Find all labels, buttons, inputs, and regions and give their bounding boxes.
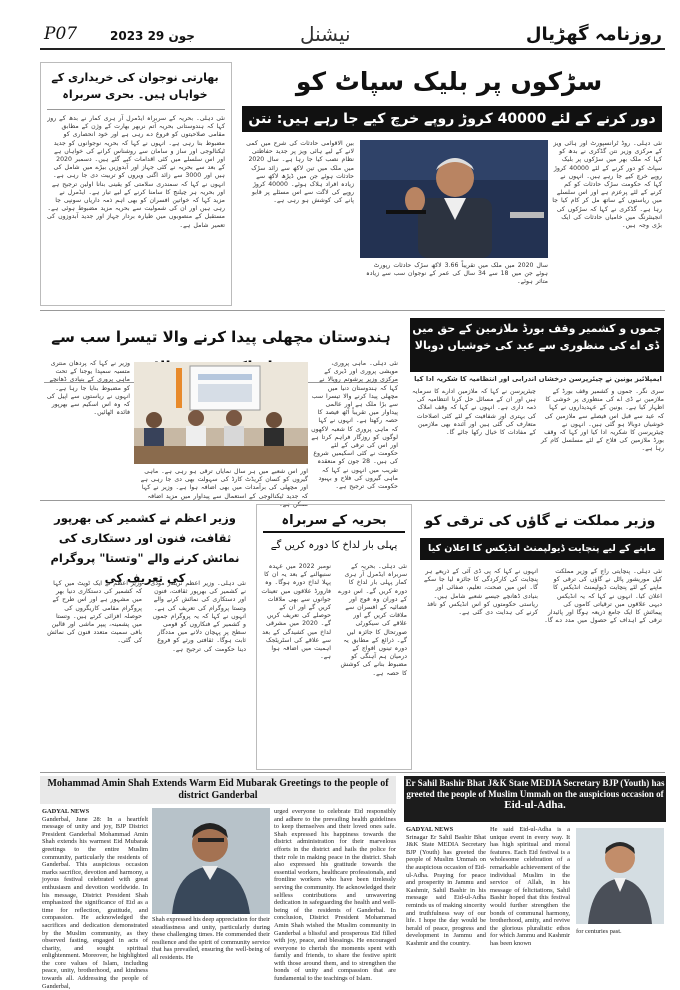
story-headline-a bbox=[44, 508, 246, 588]
story-column-1: سری نگر۔ جموں و کشمیر وقف بورڈ کے ملازمین نے ڈی اے کی منظوری پر خوشی کا اظہار کیا ہے۔ یونین کے عہدیداروں نے کہا کہ عید سے قبل اس فیصلے سے ملازمین کی خوشیاں دوبالا ہو گئی ہیں۔ انہوں نے چیئرپرسن کا شکریہ ادا کیا اور کہا کہ وقف بورڈ ملازمین کی فلاح کے لئے مسلسل کام کر رہا ہے۔ bbox=[540, 388, 664, 453]
meeting-photo bbox=[134, 362, 308, 464]
dateline: GADYAL NEWS bbox=[42, 808, 90, 815]
sahil-bashir-photo bbox=[576, 828, 664, 924]
story-subheadline: پہلی بار لداخ کا دورہ کریں گے bbox=[270, 540, 398, 551]
story-panchayat-index bbox=[416, 504, 666, 768]
section-divider bbox=[40, 500, 665, 501]
section-divider bbox=[40, 772, 665, 773]
story-column-3: وزیر نے کہا کہ پردھان منتری متسیہ سمپدا یوجنا کے تحت ماہی پروری کے بنیادی ڈھانچے کو مضبوط بنایا جا رہا ہے۔ انہوں نے ریاستوں سے اپیل کی کہ وہ اس اسکیم سے بھرپور فائدہ اٹھائیں۔ bbox=[46, 360, 130, 417]
lead-column-2: بین الاقوامی حادثات کی شرح میں کمی لانے کے لیے ہائی ویز پر جدید حفاظتی نظام نصب کیا جا رہا ہے۔ سال 2020 میں ملک میں تین لاکھ سے زائد سڑک حادثات ہوئے جن میں ڈیڑھ لاکھ سے زیادہ افراد ہلاک ہوئے۔ 40000 کروڑ روپے کی لاگت سے اس مسئلے پر قابو پانے کی کوشش ہو رہی ہے۔ bbox=[246, 140, 354, 205]
divider bbox=[47, 109, 225, 110]
section-divider bbox=[40, 310, 665, 311]
story-column-2: چیئرپرسن نے کہا کہ ملازمین ادارے کا سرمایہ ہیں اور ان کے مسائل حل کرنا انتظامیہ کی ذمہ داری ہے۔ انہوں نے کہا کہ وقف املاک کی بہتری اور شفافیت کے لئے کئی اصلاحات متعارف کی گئی ہیں اور آئندہ بھی ملازمین کے مفادات کا خیال رکھا جائے گا۔ bbox=[412, 388, 536, 437]
english-column-2: Shah expressed his deep appreciation for their steadfastness and unity, particularly during these challenging times. He commended their resilience and the spirit of community service that has prevailed, ensuring the well-being of all residents. He bbox=[152, 916, 270, 961]
story-black-spots bbox=[238, 62, 666, 304]
story-column-2: وزیر اعظم نے ایک ٹویٹ میں کہا کہ کشمیر کی دستکاری دنیا بھر میں مشہور ہے اور اس طرح کے پروگرام مقامی کاریگروں کی حوصلہ افزائی کرتے ہیں۔ وتستا میں پشمینہ، پیپر ماشی اور قالین بافی سمیت متعدد فنون کی نمائش کی گئی۔ bbox=[47, 580, 142, 645]
portrait-image bbox=[152, 808, 270, 914]
story-headline: جموں و کشمیر وقف بورڈ ملازمین کے حق میں ڈی اے کی منظوری سے عید کی خوشیاں دوبالا bbox=[410, 318, 664, 372]
story-column-2: اور اس شعبے میں ہر سال نمایاں ترقی ہو رہی ہے۔ ماہی گیروں کو کسان کریڈٹ کارڈ کی سہولت بھی دی جا رہی ہے اور مچھلی کی برآمدات میں بھی اضافہ ہوا ہے۔ وزیر نے کہا کہ جدید ٹیکنالوجی کے استعمال سے پیداوار میں مزید اضافہ ممکن ہے۔ bbox=[140, 468, 308, 508]
english-headline: Er Sahil Bashir Bhat J&K State MEDIA Secretary BJP (Youth) has greeted the people of Muslim Ummah on the auspicious occasion of bbox=[405, 778, 665, 799]
speaker-image bbox=[360, 140, 548, 258]
story-vitasta bbox=[40, 504, 250, 768]
lead-headline: سڑکوں پر بلیک سپاٹ کو bbox=[295, 67, 603, 96]
story-ladakh-visit bbox=[256, 504, 412, 770]
newspaper-name: روزنامہ گھڑیال bbox=[525, 24, 662, 45]
english-headline-em: Eid-ul-Adha. bbox=[504, 799, 566, 811]
section-title: نیشنل bbox=[300, 22, 351, 46]
story-navy-youth bbox=[40, 62, 232, 306]
story-column-1: نئی دہلی۔ بحریہ کے سربراہ ایڈمرل آر ہری کمار پہلی بار لداخ کا دورہ کریں گے۔ اس دورے کے دوران وہ فوج اور فضائیہ کے افسران سے ملاقات کریں گے اور علاقے کی سیکورٹی صورتحال کا جائزہ لیں گے۔ ذرائع کے مطابق یہ دورہ تینوں افواج کے درمیان ہم آہنگی کو مضبوط بنانے کی کوشش کا حصہ ہے۔ bbox=[338, 563, 407, 677]
story-fish-production bbox=[40, 316, 402, 508]
story-body: نئی دہلی۔ بحریہ کے سربراہ ایڈمرل آر ہری کمار نے بدھ کے روز کہا کہ ہندوستانی بحریہ آتم نربھر بھارت کے وژن کے مطابق مقامی صلاحیتوں کو فروغ دے رہی ہے اور خود انحصاری کو مضبوط بنا رہی ہے۔ انہوں نے کہا کہ بحریہ نوجوانوں کو جدید ٹیکنالوجی اور ساز و سامان سے روشناس کرانے کی خواہاں ہے اور اس سلسلے میں کئی اقدامات کیے گئے ہیں۔ دسمبر 2020 کے بعد سے بحریہ نے کئی جہاز اور آبدوزیں بیڑے میں شامل کی ہیں اور 3000 سے زائد اگنی ویروں کو تربیت دی جا رہی ہے۔ انہوں نے کہا کہ سمندری سلامتی کو یقینی بنانا اولین ترجیح ہے اور بحریہ ہر چیلنج کا سامنا کرنے کے لیے تیار ہے۔ ایڈمرل نے مزید کہا کہ خواتین افسران کو بھی اہم ذمہ داریاں سونپی جا رہی ہیں اور ان کی شمولیت سے بحریہ مزید مضبوط ہوئی ہے۔ مستقبل کے منصوبوں میں طیارہ بردار جہاز اور جدید آبدوزوں کی تعمیر شامل ہے۔ bbox=[47, 115, 225, 229]
english-column-1 bbox=[406, 826, 486, 954]
english-headline-box bbox=[404, 776, 666, 822]
dateline: GADYAL NEWS bbox=[406, 826, 454, 833]
story-subheadline: ماپنے کے لیے پنچایت ڈیولپمنٹ انڈیکس کا اعلان کیا bbox=[420, 538, 664, 560]
story-waqf-da bbox=[410, 316, 666, 496]
story-headline: بحریہ کے سربراہ bbox=[263, 511, 405, 533]
english-column-3: for centuries past. bbox=[576, 928, 622, 935]
lead-subheadline: دور کرنے کے لئے 40000 کروڑ روپے خرچ کیے جا رہے ہیں: نتن bbox=[242, 106, 662, 132]
story-column-1: نئی دہلی۔ ماہی پروری، مویشی پروری اور ڈیری کے مرکزی وزیر پرشوتم روپالا نے کہا کہ ہندوستان دنیا میں مچھلی پیدا کرنے والا تیسرا سب سے بڑا ملک ہے اور عالمی پیداوار میں تقریباً آٹھ فیصد کا حصہ رکھتا ہے۔ انہوں نے کہا کہ ماہی پروری کا شعبہ لاکھوں لوگوں کو روزگار فراہم کرتا ہے اور اس کی ترقی کے لئے حکومت نے کئی اسکیمیں شروع کی ہیں۔ 28 جون کو منعقدہ تقریب میں انہوں نے کہا کہ ماہی گیروں کی فلاح و بہبود حکومت کی ترجیح ہے۔ bbox=[311, 360, 398, 491]
story-sahil-bashir-eid bbox=[404, 776, 666, 956]
headline-text: وزیر اعظم نے کشمیر کی بھرپور ثقافت، فنون اور دستکاری کی نمائش کرنے والے "وتستا" پروگرام کی تعریف کی bbox=[50, 511, 240, 585]
story-column-2: انہوں نے کہا کہ پی ڈی آئی کے ذریعے ہر پنچایت کی کارکردگی کا جائزہ لیا جا سکے گا۔ اس میں صحت، تعلیم، صفائی اور بنیادی ڈھانچے جیسے شعبے شامل ہیں۔ ریاستی حکومتوں کو اس انڈیکس کو نافذ کرنے کی ہدایت دی گئی ہے۔ bbox=[423, 568, 538, 617]
lead-column-1: نئی دہلی۔ روڈ ٹرانسپورٹ اور ہائی ویز کے مرکزی وزیر نتن گڈکری نے بدھ کو کہا کہ ملک بھر میں سڑکوں پر بلیک سپاٹ کو دور کرنے کے لئے 40000 کروڑ روپے خرچ کیے جا رہے ہیں۔ انہوں نے کہا کہ حکومت سڑک حادثات کو کم کرنے کے لئے پرعزم ہے اور اس سلسلے میں ریاستوں کے ساتھ مل کر کام کیا جا رہا ہے۔ گڈکری نے کہا کہ سڑکوں کی انجینئرنگ میں خامیاں حادثات کی ایک بڑی وجہ ہیں۔ bbox=[552, 140, 662, 230]
english-column-2: He said Eid-ul-Adha is a unique event in every way. It has high spiritual and moral features. Each Eid festival is a wholesome celebration of a remarkable achievement of the individual Muslim in the service of Allah, in his message of felicitations, Sahil Bashir hoped that this festival would further strengthen the bonds of communal harmony, brotherhood, amity, and revive the glorious pluralistic ethos for which Jammu and Kashmir has been known bbox=[490, 826, 570, 947]
story-column-1: نئی دہلی۔ وزیر اعظم نریندر مودی نے کشمیر کی بھرپور ثقافت، فنون اور دستکاری کی نمائش کرنے والے وتستا پروگرام کی تعریف کی ہے۔ انہوں نے کہا کہ یہ پروگرام جموں و کشمیر کے فنکاروں کو قومی سطح پر پہچان دلانے میں مددگار ثابت ہوگا۔ ثقافتی ورثے کو فروغ دینا حکومت کی ترجیح ہے۔ bbox=[150, 580, 246, 653]
portrait-image bbox=[576, 828, 664, 924]
story-headline: بھارتی نوجوان کی خریداری کے خواہاں ہیں۔ بحری سربراہ bbox=[51, 71, 219, 101]
story-headline: ہندوستان مچھلی پیدا کرنے والا تیسرا سب سے bbox=[44, 322, 398, 383]
column-text: Srinagar Er Sahil Bashir Bhat J&K State MEDIA Secretary BJP (Youth) has greeted the people of Muslim Ummah on the auspicious occasion of Eid-ul-Adha. Praying for peace and prosperity in Jammu and Kashmir, Sahil Bashir in his message said Eid-ul-Adha reminds us of making sincerity and truthfulness way of our life. I hope the day would be herald of peace, progress and development in Jammu and Kashmir and the country. bbox=[406, 833, 486, 947]
story-column-1: نئی دہلی۔ پنچایتی راج کے وزیر مملکت کپل موریشور پاٹل نے گاؤں کی ترقی کو ماپنے کے لئے پنچایت ڈیولپمنٹ انڈیکس کا اعلان کیا۔ انہوں نے کہا کہ یہ انڈیکس دیہی علاقوں میں ترقیاتی کاموں کی پیمائش کا ایک جامع ذریعہ ہوگا اور پائیدار ترقی کے اہداف کے حصول میں مدد دے گا۔ bbox=[544, 568, 662, 625]
issue-date: 2023 جون 29 bbox=[110, 29, 195, 43]
column-text: Ganderbal, June 28: In a heartfelt message of unity and joy, BJP District President Ganderbal Mohammad Amin Shah extends his warmest Eid Mubarak greetings to the entire Muslim community, particularly the residents of Ganderbal. This auspicious occasion marks sacrifice, devotion and harmony, a joyous festival celebrated with great enthusiasm and devotion worldwide. In his message, District President Shah emphasized the significance of Eid as a time for reflection, gratitude, and compassion. He acknowledged the sacrifices and dedication demonstrated by the Muslim community, as they observed fasting, engaged in acts of charity, and sought spiritual enlightenment. Moreover, he highlighted the core values of Islam, including peace, unity, brotherhood, and kindness towards all. Addressing the people of Ganderbal, bbox=[42, 815, 148, 990]
english-column-1 bbox=[42, 808, 148, 990]
page-number: P07 bbox=[44, 24, 78, 44]
story-column-2: نومبر 2022 میں عہدہ سنبھالنے کے بعد یہ ان کا پہلا لداخ دورہ ہوگا۔ وہ فارورڈ علاقوں میں تعینات جوانوں سے بھی ملاقات کریں گے اور ان کے حوصلے کی تعریف کریں گے۔ 2020 میں مشرقی لداخ میں کشیدگی کے بعد سے علاقے کی اسٹریٹجک اہمیت میں اضافہ ہوا ہے۔ bbox=[261, 563, 331, 661]
photo-caption: سال 2020 میں ملک میں تقریباً 3.66 لاکھ سڑک حادثات رپورٹ ہوئے جن میں 18 سے 34 سال کی عمر کے نوجوان سب سے زیادہ متاثر ہوئے۔ bbox=[366, 262, 548, 286]
gadkari-photo bbox=[360, 140, 548, 258]
amin-shah-photo bbox=[152, 808, 270, 914]
story-subhead: ایمپلائیز یونین نے چیئرپرسن درخشاں اندرابی اور انتظامیہ کا شکریہ ادا کیا bbox=[414, 375, 662, 383]
conference-image bbox=[134, 362, 308, 464]
story-amin-shah-eid bbox=[40, 776, 398, 990]
english-headline: Mohammad Amin Shah Extends Warm Eid Mubarak Greetings to the people of district Ganderbal bbox=[40, 776, 396, 804]
english-column-3: urged everyone to celebrate Eid responsibly and adhere to the prevailing health guidelines to keep themselves and their loved ones safe. Shah expressed his happiness towards the district administration for their marvelous efforts in the district and hails the police for their role in making peace in the district. Shah also expressed his gratitude towards the essential workers, healthcare professionals, and frontline workers who have been tirelessly serving the community. He acknowledged their selfless contributions and unwavering dedication in safeguarding the health and well-being of the residents of Ganderbal. In conclusion, District President Mohammad Amin Shah wished the Muslim community in Ganderbal a blissful and prosperous Eid filled with joy, peace, and blessings. He encouraged everyone to cherish the moments spent with family and friends, to share the festive spirit with those around them, and to strengthen the bonds of unity and compassion that are fundamental to the teachings of Islam. bbox=[274, 808, 396, 983]
story-headline: وزیر مملکت نے گاؤں کی ترقی کو bbox=[424, 513, 656, 529]
